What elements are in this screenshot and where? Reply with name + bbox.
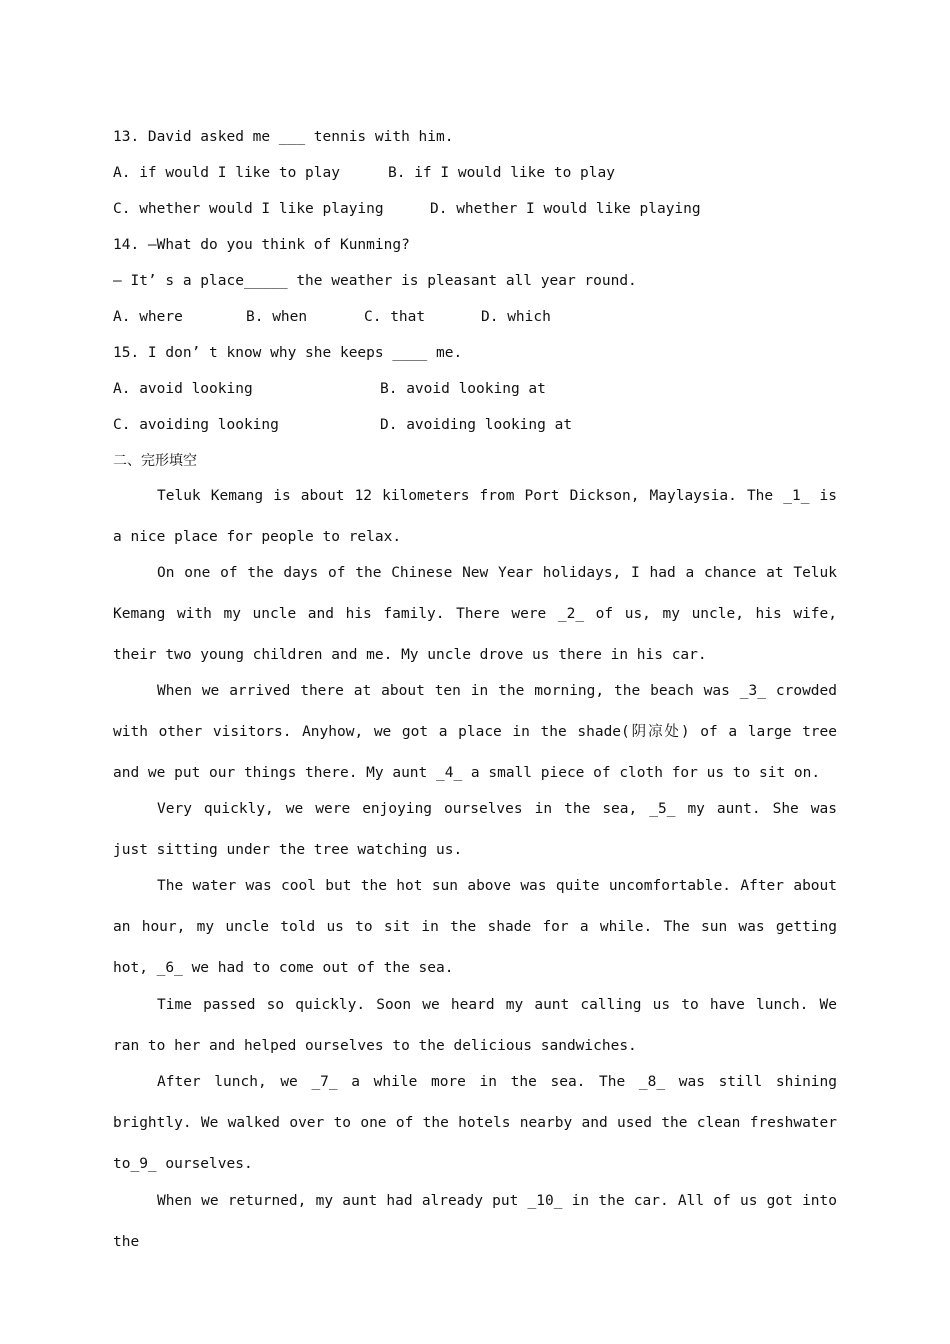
question-14-option-d: D. which (481, 309, 551, 325)
passage-paragraph-3: When we arrived there at about ten in the morning, the beach was _3_ crowded with other visitors. Anyhow, we got a place in the shade(阴凉处) of a large tree and we put our things there. My aunt _4_ a small piece of cloth for us to sit on. (113, 683, 837, 781)
question-15-option-b: B. avoid looking at (380, 381, 546, 397)
question-15-option-c: C. avoiding looking (113, 417, 279, 433)
question-13-option-d: D. whether I would like playing (430, 201, 701, 217)
question-14-stem: 14. —What do you think of Kunming? (113, 237, 410, 253)
question-15-option-d: D. avoiding looking at (380, 417, 573, 433)
passage-paragraph-4: Very quickly, we were enjoying ourselves in the sea, _5_ my aunt. She was just sitting under the tree watching us. (113, 801, 837, 858)
passage-paragraph-1: Teluk Kemang is about 12 kilometers from Port Dickson, Maylaysia. The _1_ is a nice place for people to relax. (113, 488, 837, 545)
question-15-stem: 15. I don’ t know why she keeps ____ me. (113, 345, 463, 361)
passage-paragraph-8: When we returned, my aunt had already put _10_ in the car. All of us got into the (113, 1193, 837, 1250)
question-13-stem: 13. David asked me ___ tennis with him. (113, 129, 454, 145)
question-14-response: — It’ s a place_____ the weather is pleasant all year round. (113, 273, 637, 289)
passage-paragraph-6: Time passed so quickly. Soon we heard my aunt calling us to have lunch. We ran to her and helped ourselves to the delicious sandwiches. (113, 997, 837, 1054)
question-13-option-a: A. if would I like to play (113, 165, 340, 181)
passage-paragraph-5: The water was cool but the hot sun above was quite uncomfortable. After about an hour, my uncle told us to sit in the shade for a while. The sun was getting hot, _6_ we had to come out of the sea. (113, 878, 837, 976)
question-14-option-b: B. when (246, 309, 308, 325)
question-13-option-c: C. whether would I like playing (113, 201, 384, 217)
question-14-option-a: A. where (113, 309, 183, 325)
question-13-option-b: B. if I would like to play (388, 165, 615, 181)
passage-paragraph-7: After lunch, we _7_ a while more in the sea. The _8_ was still shining brightly. We walked over to one of the hotels nearby and used the clean freshwater to_9_ ourselves. (113, 1074, 837, 1172)
question-14-option-c: C. that (364, 309, 426, 325)
passage-paragraph-2: On one of the days of the Chinese New Year holidays, I had a chance at Teluk Kemang with my uncle and his family. There were _2_ of us, my uncle, his wife, their two young children and me. My uncle drove us there in his car. (113, 565, 837, 663)
question-15-option-a: A. avoid looking (113, 381, 253, 397)
section-heading: 二、完形填空 (113, 453, 197, 469)
